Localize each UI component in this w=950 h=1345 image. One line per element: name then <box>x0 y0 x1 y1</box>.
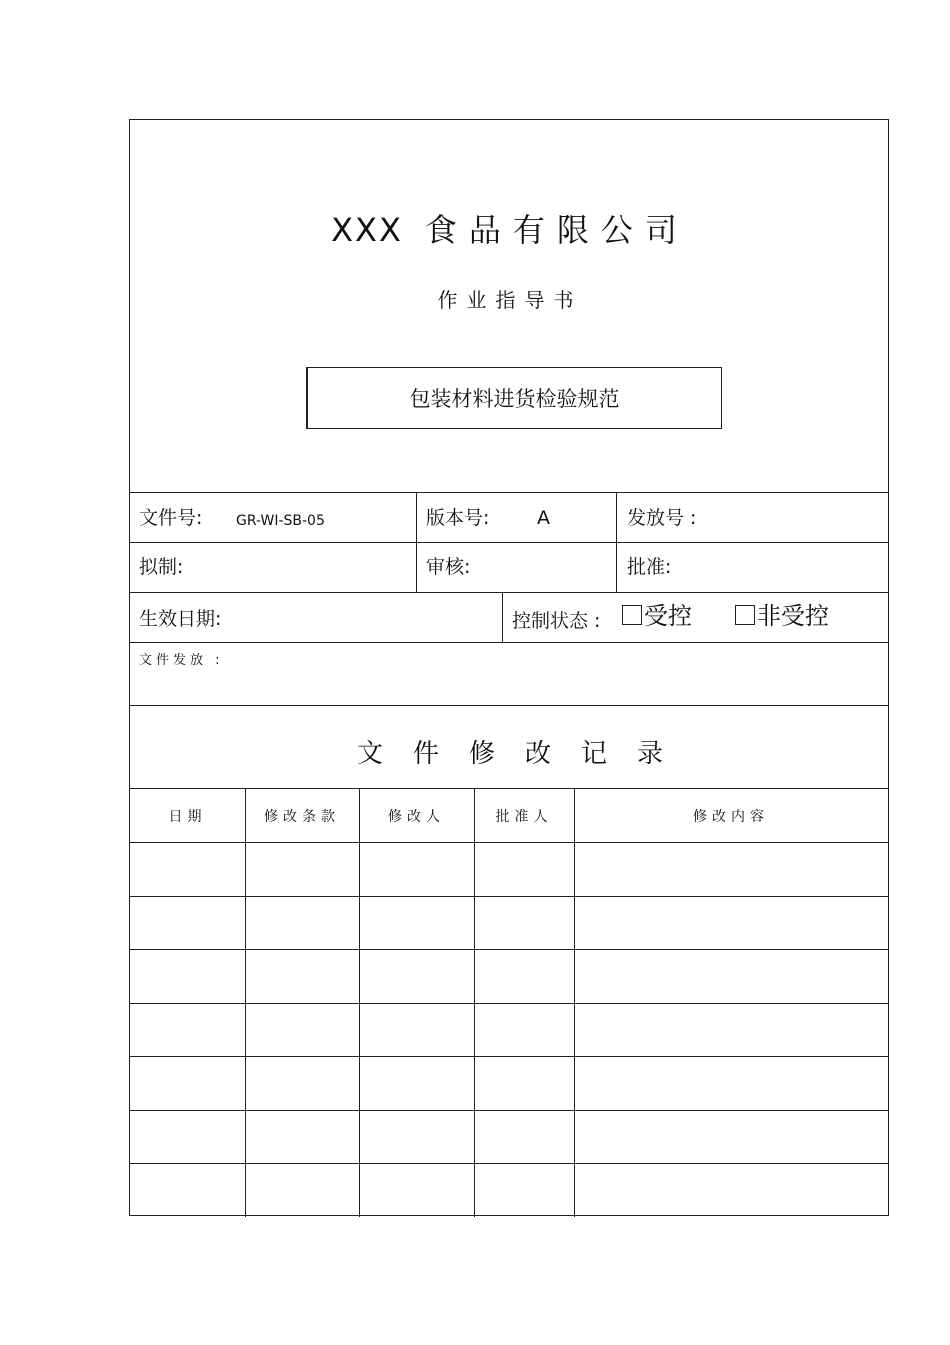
table-cell[interactable] <box>474 842 574 896</box>
table-cell[interactable] <box>130 896 245 950</box>
column-header: 日期 <box>168 809 207 825</box>
issue-no-label: 发放号 : <box>627 507 697 529</box>
table-cell[interactable] <box>574 842 888 896</box>
table-cell[interactable] <box>359 1056 474 1110</box>
table-cell[interactable] <box>474 896 574 950</box>
document-title-box <box>306 367 722 429</box>
checkbox-icon[interactable] <box>622 605 642 625</box>
table-cell[interactable] <box>245 842 359 896</box>
table-cell[interactable] <box>474 1003 574 1057</box>
version-value: A <box>537 507 550 529</box>
company-name: 食品有限公司 <box>424 211 689 249</box>
table-cell[interactable] <box>474 1056 574 1110</box>
table-cell[interactable] <box>359 1003 474 1057</box>
table-cell[interactable] <box>574 949 888 1003</box>
table-cell[interactable] <box>574 896 888 950</box>
divider <box>130 542 888 543</box>
company-prefix: XXX <box>331 211 403 249</box>
controlled-option-label: 受控 <box>644 602 692 630</box>
document-title: 包装材料进货检验规范 <box>409 387 620 411</box>
column-header: 修改条款 <box>264 809 340 825</box>
table-cell[interactable] <box>130 1110 245 1164</box>
divider <box>416 492 417 592</box>
table-cell[interactable] <box>130 949 245 1003</box>
table-cell[interactable] <box>574 1003 888 1057</box>
company-title <box>130 208 890 252</box>
table-cell[interactable] <box>245 1003 359 1057</box>
distribution-label: 文件发放 : <box>139 653 224 668</box>
table-cell[interactable] <box>474 1110 574 1164</box>
document-frame <box>129 119 889 1216</box>
column-header: 批准人 <box>495 809 553 825</box>
divider <box>616 492 617 592</box>
table-cell[interactable] <box>130 1056 245 1110</box>
document-type: 作业指导书 <box>437 288 583 312</box>
table-cell[interactable] <box>474 1163 574 1217</box>
effective-date-label: 生效日期: <box>139 608 222 630</box>
table-cell[interactable] <box>245 1163 359 1217</box>
column-header: 修改内容 <box>693 809 769 825</box>
checkbox-icon[interactable] <box>735 605 755 625</box>
table-cell[interactable] <box>245 949 359 1003</box>
table-cell[interactable] <box>245 1056 359 1110</box>
uncontrolled-option-label: 非受控 <box>757 602 829 630</box>
divider <box>130 705 888 706</box>
uncontrolled-option[interactable] <box>735 604 829 628</box>
table-cell[interactable] <box>359 949 474 1003</box>
file-no-value: GR-WI-SB-05 <box>236 513 325 529</box>
table-cell[interactable] <box>245 896 359 950</box>
divider <box>130 492 888 493</box>
column-header: 修改人 <box>388 809 445 825</box>
reviewed-label: 审核: <box>426 556 471 578</box>
version-label: 版本号: <box>426 507 490 529</box>
controlled-option[interactable] <box>622 604 692 628</box>
approved-label: 批准: <box>627 556 672 578</box>
divider <box>130 592 888 593</box>
divider <box>502 592 503 642</box>
file-no-label: 文件号: <box>139 507 203 529</box>
table-cell[interactable] <box>130 1163 245 1217</box>
drafted-label: 拟制: <box>139 556 184 578</box>
table-cell[interactable] <box>130 842 245 896</box>
table-cell[interactable] <box>359 842 474 896</box>
table-cell[interactable] <box>474 949 574 1003</box>
control-status-label: 控制状态 : <box>512 610 601 632</box>
table-cell[interactable] <box>130 1003 245 1057</box>
table-cell[interactable] <box>574 1056 888 1110</box>
table-cell[interactable] <box>359 1163 474 1217</box>
table-cell[interactable] <box>574 1110 888 1164</box>
revision-record-title: 文件修改记录 <box>356 739 693 769</box>
table-cell[interactable] <box>359 896 474 950</box>
divider <box>130 642 888 643</box>
table-cell[interactable] <box>359 1110 474 1164</box>
table-cell[interactable] <box>574 1163 888 1217</box>
table-cell[interactable] <box>245 1110 359 1164</box>
